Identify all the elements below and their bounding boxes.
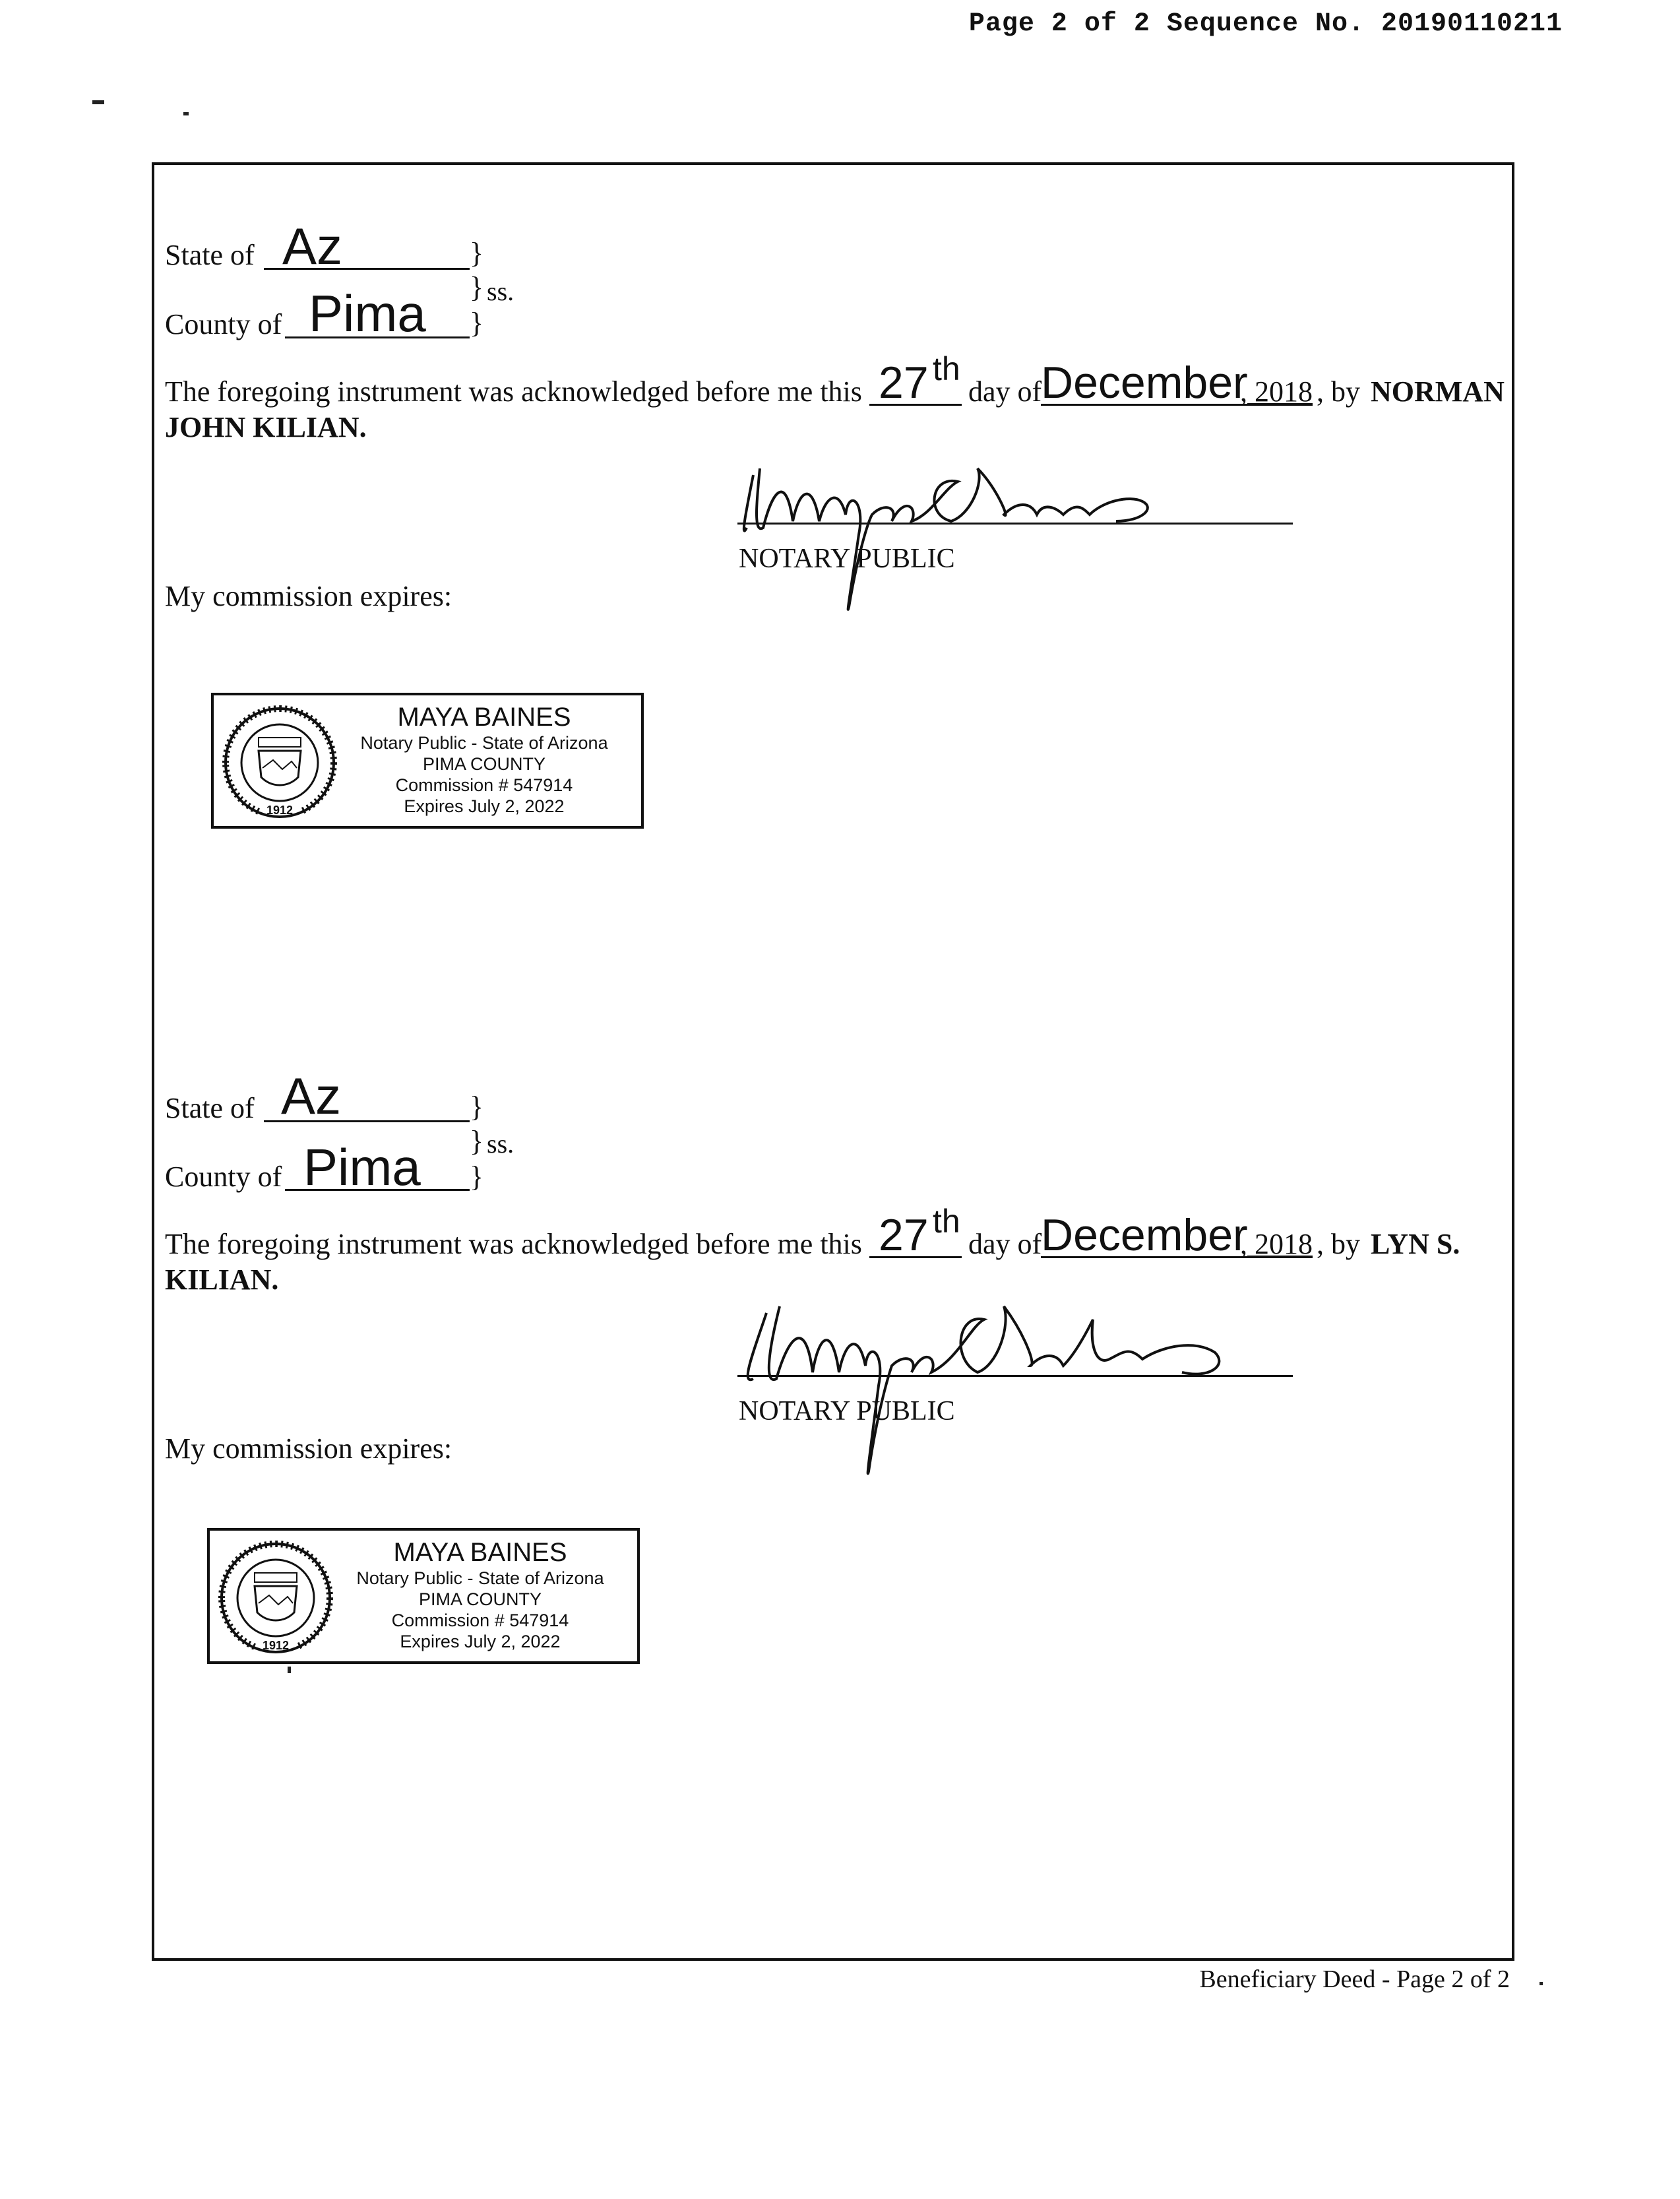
page-footer: Beneficiary Deed - Page 2 of 2 bbox=[1199, 1965, 1510, 1993]
stamp-line: Commission # 547914 bbox=[395, 775, 573, 795]
brace: } bbox=[470, 1125, 484, 1157]
brace: } bbox=[470, 1161, 484, 1193]
state-field bbox=[264, 1067, 470, 1125]
stamp-line: Expires July 2, 2022 bbox=[404, 796, 565, 816]
acknowledged-person-line-1: NORMAN bbox=[1371, 375, 1505, 408]
state-handwritten-value: Az bbox=[282, 217, 343, 275]
day-of-label: day of bbox=[968, 375, 1042, 408]
scan-speck bbox=[1540, 1982, 1543, 1985]
by-text: , by bbox=[1317, 1228, 1360, 1260]
state-handwritten-value: Az bbox=[281, 1067, 342, 1125]
stamp-line: PIMA COUNTY bbox=[418, 1589, 542, 1609]
by-text: , by bbox=[1317, 375, 1360, 408]
day-handwritten-value: 27 bbox=[879, 358, 929, 408]
scan-speck bbox=[183, 112, 189, 115]
acknowledgment-text: The foregoing instrument was acknowledged before me this bbox=[165, 375, 862, 408]
stamp-line: Commission # 547914 bbox=[391, 1610, 569, 1630]
ss-label: ss. bbox=[487, 1129, 514, 1159]
state-field bbox=[264, 217, 470, 275]
day-suffix: th bbox=[933, 1203, 960, 1240]
county-handwritten-value: Pima bbox=[303, 1138, 421, 1196]
day-handwritten-value: 27 bbox=[879, 1210, 929, 1260]
month-handwritten-value: December bbox=[1041, 1210, 1248, 1260]
acknowledged-person-line-2: JOHN KILIAN. bbox=[165, 411, 367, 443]
acknowledged-person-line-1: LYN S. bbox=[1371, 1228, 1460, 1260]
year-text: , 2018 bbox=[1240, 1228, 1313, 1260]
day-suffix: th bbox=[933, 350, 960, 387]
stamp-line: Expires July 2, 2022 bbox=[400, 1632, 561, 1651]
brace: } bbox=[470, 307, 484, 339]
acknowledgment-text: The foregoing instrument was acknowledged before me this bbox=[165, 1228, 862, 1260]
stamp-name: MAYA BAINES bbox=[397, 703, 571, 732]
month-field bbox=[1041, 1210, 1251, 1260]
notary-public-label: NOTARY PUBLIC bbox=[739, 544, 955, 574]
ss-label: ss. bbox=[487, 276, 514, 306]
day-of-label: day of bbox=[968, 1228, 1042, 1260]
great-seal-of-arizona-icon bbox=[222, 705, 338, 821]
state-label: State of bbox=[165, 239, 255, 271]
day-field bbox=[869, 1203, 962, 1260]
stamp-line: Notary Public - State of Arizona bbox=[356, 1568, 604, 1588]
notary-stamp bbox=[211, 693, 644, 829]
county-field bbox=[285, 1138, 470, 1196]
notary-stamp bbox=[207, 1528, 640, 1664]
page-sequence-header: Page 2 of 2 Sequence No. 20190110211 bbox=[968, 9, 1563, 39]
great-seal-of-arizona-icon bbox=[218, 1540, 334, 1656]
county-label: County of bbox=[165, 308, 282, 340]
commission-expires-label: My commission expires: bbox=[165, 1432, 452, 1465]
brace: } bbox=[470, 1091, 484, 1123]
scan-speck bbox=[288, 1667, 291, 1673]
county-handwritten-value: Pima bbox=[309, 284, 426, 342]
brace: } bbox=[470, 271, 484, 303]
stamp-line: PIMA COUNTY bbox=[422, 754, 546, 774]
scan-speck bbox=[92, 100, 104, 104]
brace: } bbox=[470, 237, 484, 269]
year-text: , 2018 bbox=[1240, 375, 1313, 408]
stamp-line: Notary Public - State of Arizona bbox=[360, 733, 608, 753]
county-label: County of bbox=[165, 1161, 282, 1193]
svg-text:1912: 1912 bbox=[262, 1639, 290, 1652]
state-label: State of bbox=[165, 1092, 255, 1124]
month-field bbox=[1041, 358, 1251, 408]
acknowledged-person-line-2: KILIAN. bbox=[165, 1263, 279, 1296]
svg-text:1912: 1912 bbox=[266, 804, 294, 817]
day-field bbox=[869, 350, 962, 408]
stamp-name: MAYA BAINES bbox=[393, 1538, 567, 1567]
notary-public-label: NOTARY PUBLIC bbox=[739, 1396, 955, 1426]
commission-expires-label: My commission expires: bbox=[165, 580, 452, 612]
month-handwritten-value: December bbox=[1041, 358, 1248, 408]
county-field bbox=[285, 284, 470, 342]
